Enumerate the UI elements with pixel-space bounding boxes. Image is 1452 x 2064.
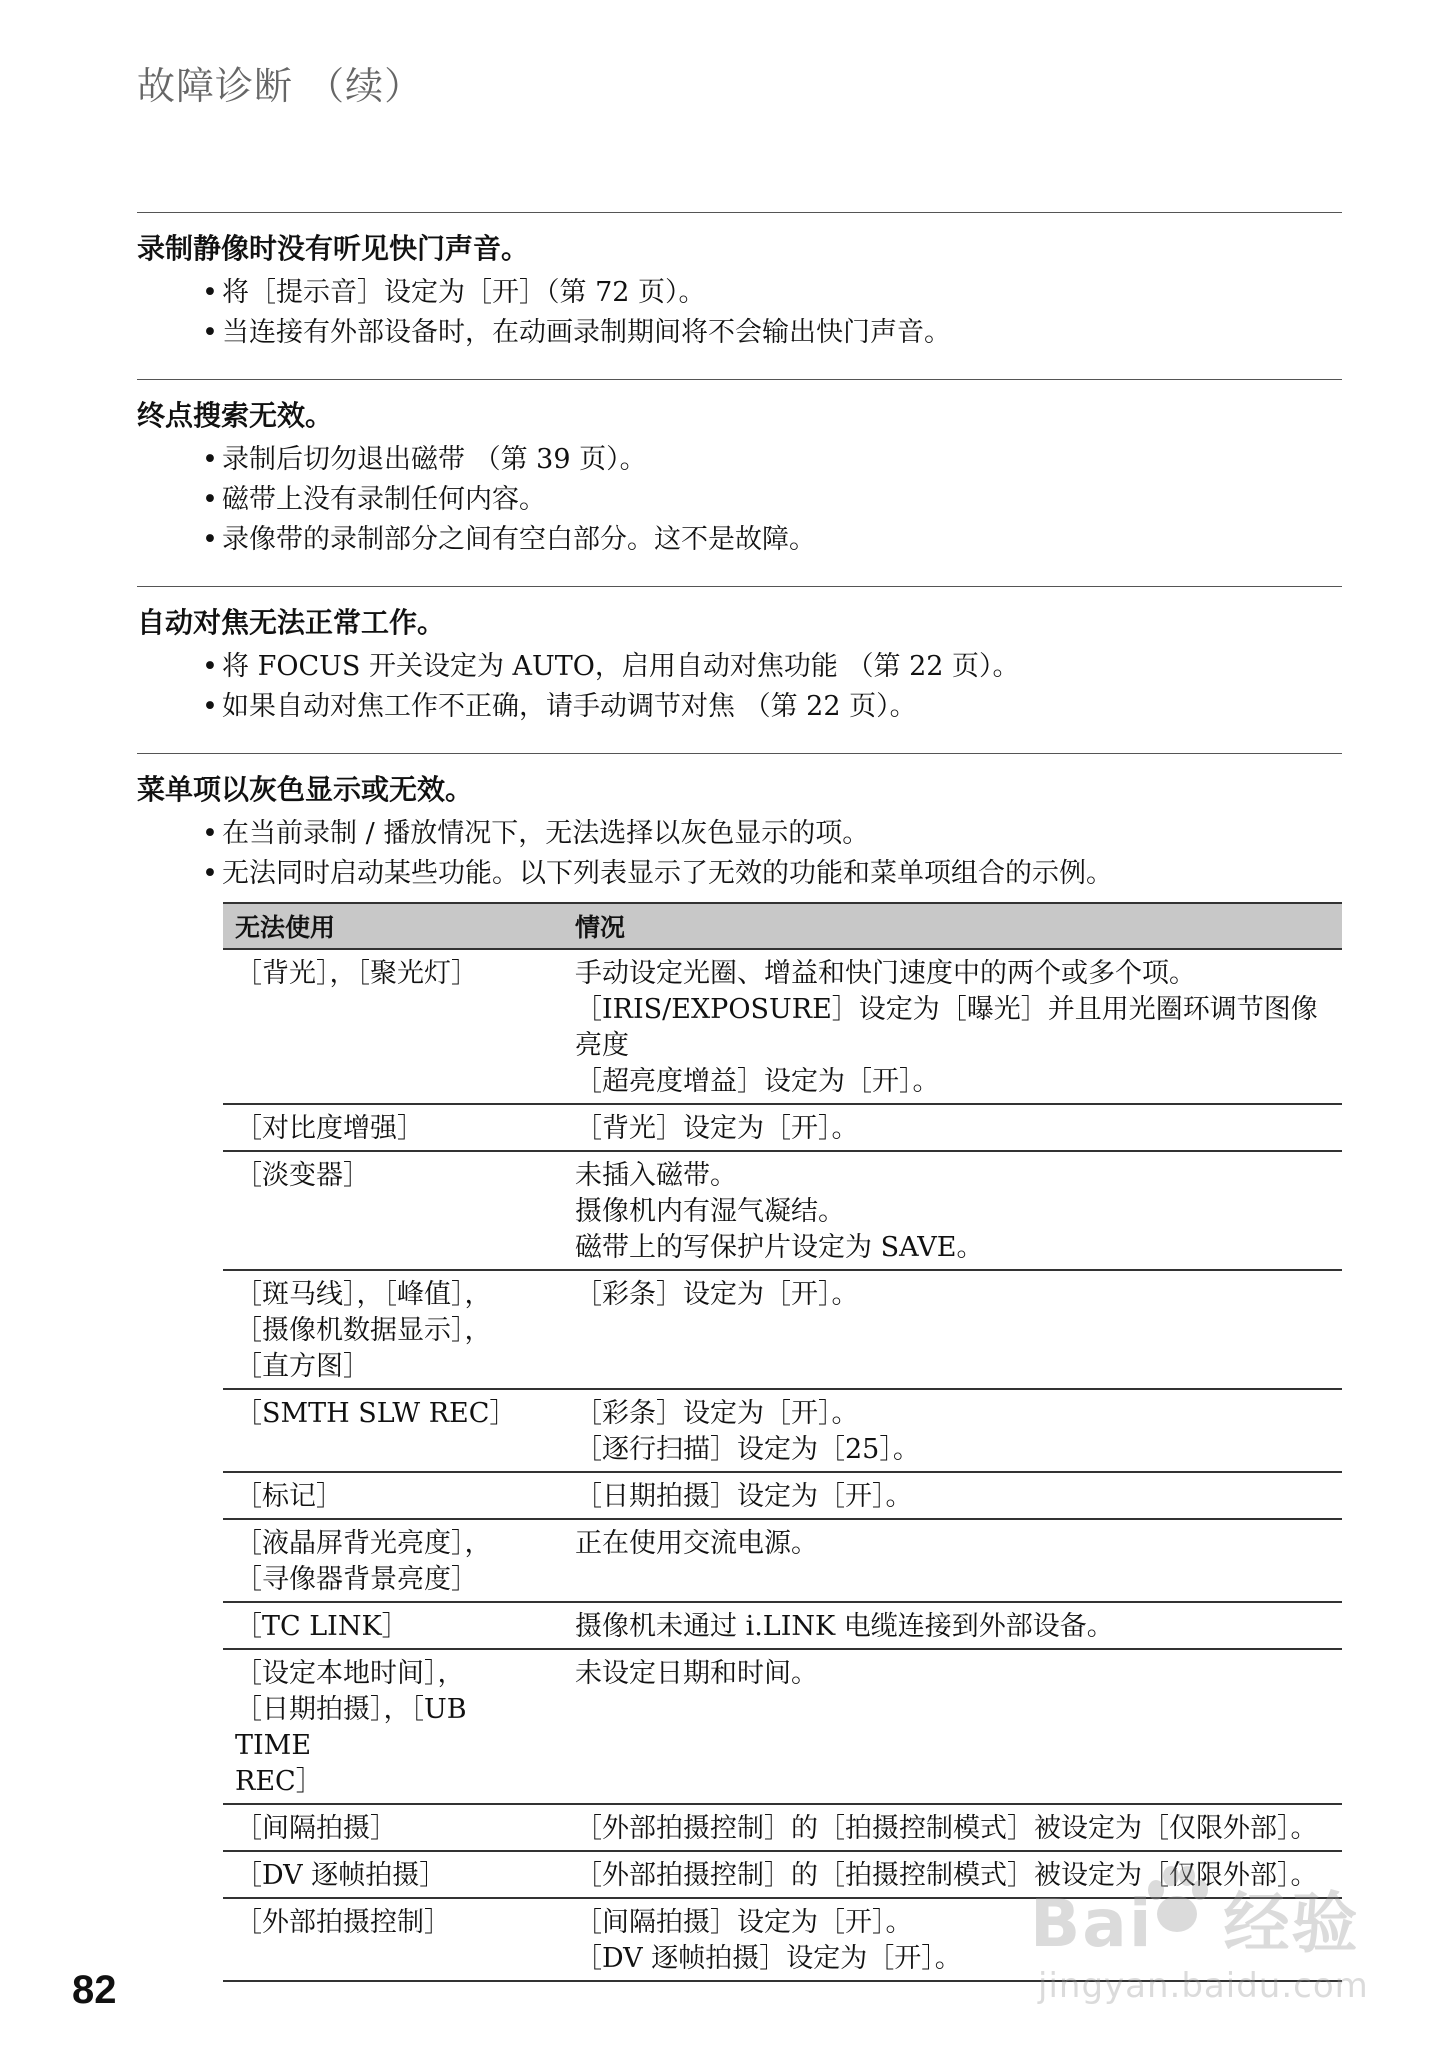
cell-line: 手动设定光圈、增益和快门速度中的两个或多个项。 xyxy=(575,958,1196,989)
cell-condition xyxy=(563,1151,1342,1270)
cell-line: ［TC LINK］ xyxy=(235,1611,409,1642)
cell-condition xyxy=(563,1602,1342,1649)
cell-cannot-use xyxy=(223,1472,563,1519)
baidu-watermark xyxy=(1030,1870,1369,2020)
cell-line: ［DV 逐帧拍摄］ xyxy=(235,1860,447,1891)
section-shutter-sound xyxy=(137,212,1342,353)
section-title: 录制静像时没有听见快门声音。 xyxy=(137,232,530,265)
page-content xyxy=(137,212,1342,1982)
cell-cannot-use xyxy=(223,1151,563,1270)
cell-line: ［对比度增强］ xyxy=(235,1113,424,1144)
page-number: 82 xyxy=(72,1968,117,2012)
cell-line: ［彩条］设定为［开］。 xyxy=(575,1279,859,1310)
cell-cannot-use xyxy=(223,1898,563,1981)
table-row xyxy=(223,1519,1342,1602)
cell-line: ［外部拍摄控制］的［拍摄控制模式］被设定为［仅限外部］。 xyxy=(575,1813,1318,1844)
cell-line: 未插入磁带。 xyxy=(575,1160,737,1191)
cell-cannot-use xyxy=(223,1602,563,1649)
cell-cannot-use xyxy=(223,1804,563,1851)
cell-condition xyxy=(563,1104,1342,1151)
cell-line: ［SMTH SLW REC］ xyxy=(235,1398,517,1429)
table-header-row xyxy=(223,903,1342,949)
cell-cannot-use xyxy=(223,1389,563,1472)
cell-line: ［逐行扫描］设定为［25］。 xyxy=(575,1434,920,1465)
cell-line: ［背光］，［聚光灯］ xyxy=(235,958,478,989)
cell-line: ［间隔拍摄］ xyxy=(235,1813,397,1844)
section-title: 自动对焦无法正常工作。 xyxy=(137,606,446,639)
table-row xyxy=(223,1804,1342,1851)
cell-line: 磁带上的写保护片设定为 SAVE。 xyxy=(575,1232,984,1263)
cell-line: ［寻像器背景亮度］ xyxy=(235,1564,478,1595)
bullet-item: • 将［提示音］设定为［开］（第 72 页）。 xyxy=(202,273,1342,313)
cell-line: ［外部拍摄控制］ xyxy=(235,1907,451,1938)
cell-cannot-use xyxy=(223,1104,563,1151)
section-autofocus xyxy=(137,586,1342,727)
cell-line: ［摄像机数据显示］， xyxy=(235,1315,492,1346)
watermark-brand: Bai 经验 xyxy=(1030,1885,1360,1962)
bullet-item: • 如果自动对焦工作不正确，请手动调节对焦 （第 22 页）。 xyxy=(202,687,1342,727)
bullet-item: • 录制后切勿退出磁带 （第 39 页）。 xyxy=(202,440,1342,480)
cell-line: ［彩条］设定为［开］。 xyxy=(575,1398,859,1429)
cell-line: ［淡变器］ xyxy=(235,1160,370,1191)
cell-condition xyxy=(563,1270,1342,1389)
cell-line: 亮度 xyxy=(575,1030,629,1061)
cell-cannot-use xyxy=(223,1649,563,1804)
bullet-list xyxy=(137,273,1342,353)
table-row xyxy=(223,1602,1342,1649)
section-title: 菜单项以灰色显示或无效。 xyxy=(137,773,474,806)
cell-line: ［外部拍摄控制］的［拍摄控制模式］被设定为［仅限外部］。 xyxy=(575,1860,1318,1891)
cell-line: 正在使用交流电源。 xyxy=(575,1528,818,1559)
table-row xyxy=(223,1389,1342,1472)
table-row xyxy=(223,1472,1342,1519)
function-conflict-table xyxy=(223,902,1342,1982)
cell-condition xyxy=(563,1649,1342,1804)
cell-cannot-use xyxy=(223,1519,563,1602)
cell-cannot-use xyxy=(223,1851,563,1898)
table-body xyxy=(223,949,1342,1981)
watermark-url: jingyan.baidu.com xyxy=(1038,1966,1369,2006)
cell-line: ［间隔拍摄］设定为［开］。 xyxy=(575,1907,913,1938)
bullet-item: • 当连接有外部设备时，在动画录制期间将不会输出快门声音。 xyxy=(202,313,1342,353)
section-title: 终点搜索无效。 xyxy=(137,399,334,432)
cell-line: ［背光］设定为［开］。 xyxy=(575,1113,859,1144)
bullet-item: • 在当前录制 / 播放情况下，无法选择以灰色显示的项。 xyxy=(202,814,1342,854)
cell-condition xyxy=(563,1519,1342,1602)
cell-line: 未设定日期和时间。 xyxy=(575,1658,818,1689)
cell-line: 摄像机内有湿气凝结。 xyxy=(575,1196,845,1227)
cell-condition xyxy=(563,1389,1342,1472)
bullet-list xyxy=(137,814,1342,894)
page-header: 故障诊断 （续） xyxy=(137,64,424,108)
bullet-list xyxy=(137,440,1342,560)
cell-line: ［日期拍摄］设定为［开］。 xyxy=(575,1481,913,1512)
bullet-list xyxy=(137,647,1342,727)
table-row xyxy=(223,1151,1342,1270)
cell-line: ［液晶屏背光亮度］， xyxy=(235,1528,492,1559)
cell-line: ［DV 逐帧拍摄］设定为［开］。 xyxy=(575,1943,962,1974)
cell-line: ［设定本地时间］， xyxy=(235,1658,465,1689)
section-end-search xyxy=(137,379,1342,560)
bullet-item: • 磁带上没有录制任何内容。 xyxy=(202,480,1342,520)
bullet-item: • 无法同时启动某些功能。以下列表显示了无效的功能和菜单项组合的示例。 xyxy=(202,854,1342,894)
cell-condition xyxy=(563,1804,1342,1851)
cell-line: ［IRIS/EXPOSURE］设定为［曝光］并且用光圈环调节图像 xyxy=(575,994,1318,1025)
cell-cannot-use xyxy=(223,1270,563,1389)
table-row xyxy=(223,949,1342,1104)
bullet-item: • 录像带的录制部分之间有空白部分。这不是故障。 xyxy=(202,520,1342,560)
cell-line: ［直方图］ xyxy=(235,1351,370,1382)
table-row xyxy=(223,1104,1342,1151)
cell-line: 摄像机未通过 i.LINK 电缆连接到外部设备。 xyxy=(575,1611,1114,1642)
section-menu-gray xyxy=(137,753,1342,1982)
cell-cannot-use xyxy=(223,949,563,1104)
column-header-condition: 情况 xyxy=(563,903,1342,949)
table-row xyxy=(223,1649,1342,1804)
table-row xyxy=(223,1270,1342,1389)
cell-condition xyxy=(563,949,1342,1104)
cell-line: ［标记］ xyxy=(235,1481,343,1512)
cell-line: ［超亮度增益］设定为［开］。 xyxy=(575,1066,940,1097)
bullet-item: • 将 FOCUS 开关设定为 AUTO，启用自动对焦功能 （第 22 页）。 xyxy=(202,647,1342,687)
column-header-cannot-use: 无法使用 xyxy=(223,903,563,949)
paw-icon xyxy=(1142,1862,1212,1942)
cell-line: ［斑马线］，［峰值］， xyxy=(235,1279,492,1310)
cell-line: ［日期拍摄］，［UB TIME xyxy=(235,1694,467,1761)
cell-condition xyxy=(563,1472,1342,1519)
cell-line: REC］ xyxy=(235,1766,323,1797)
